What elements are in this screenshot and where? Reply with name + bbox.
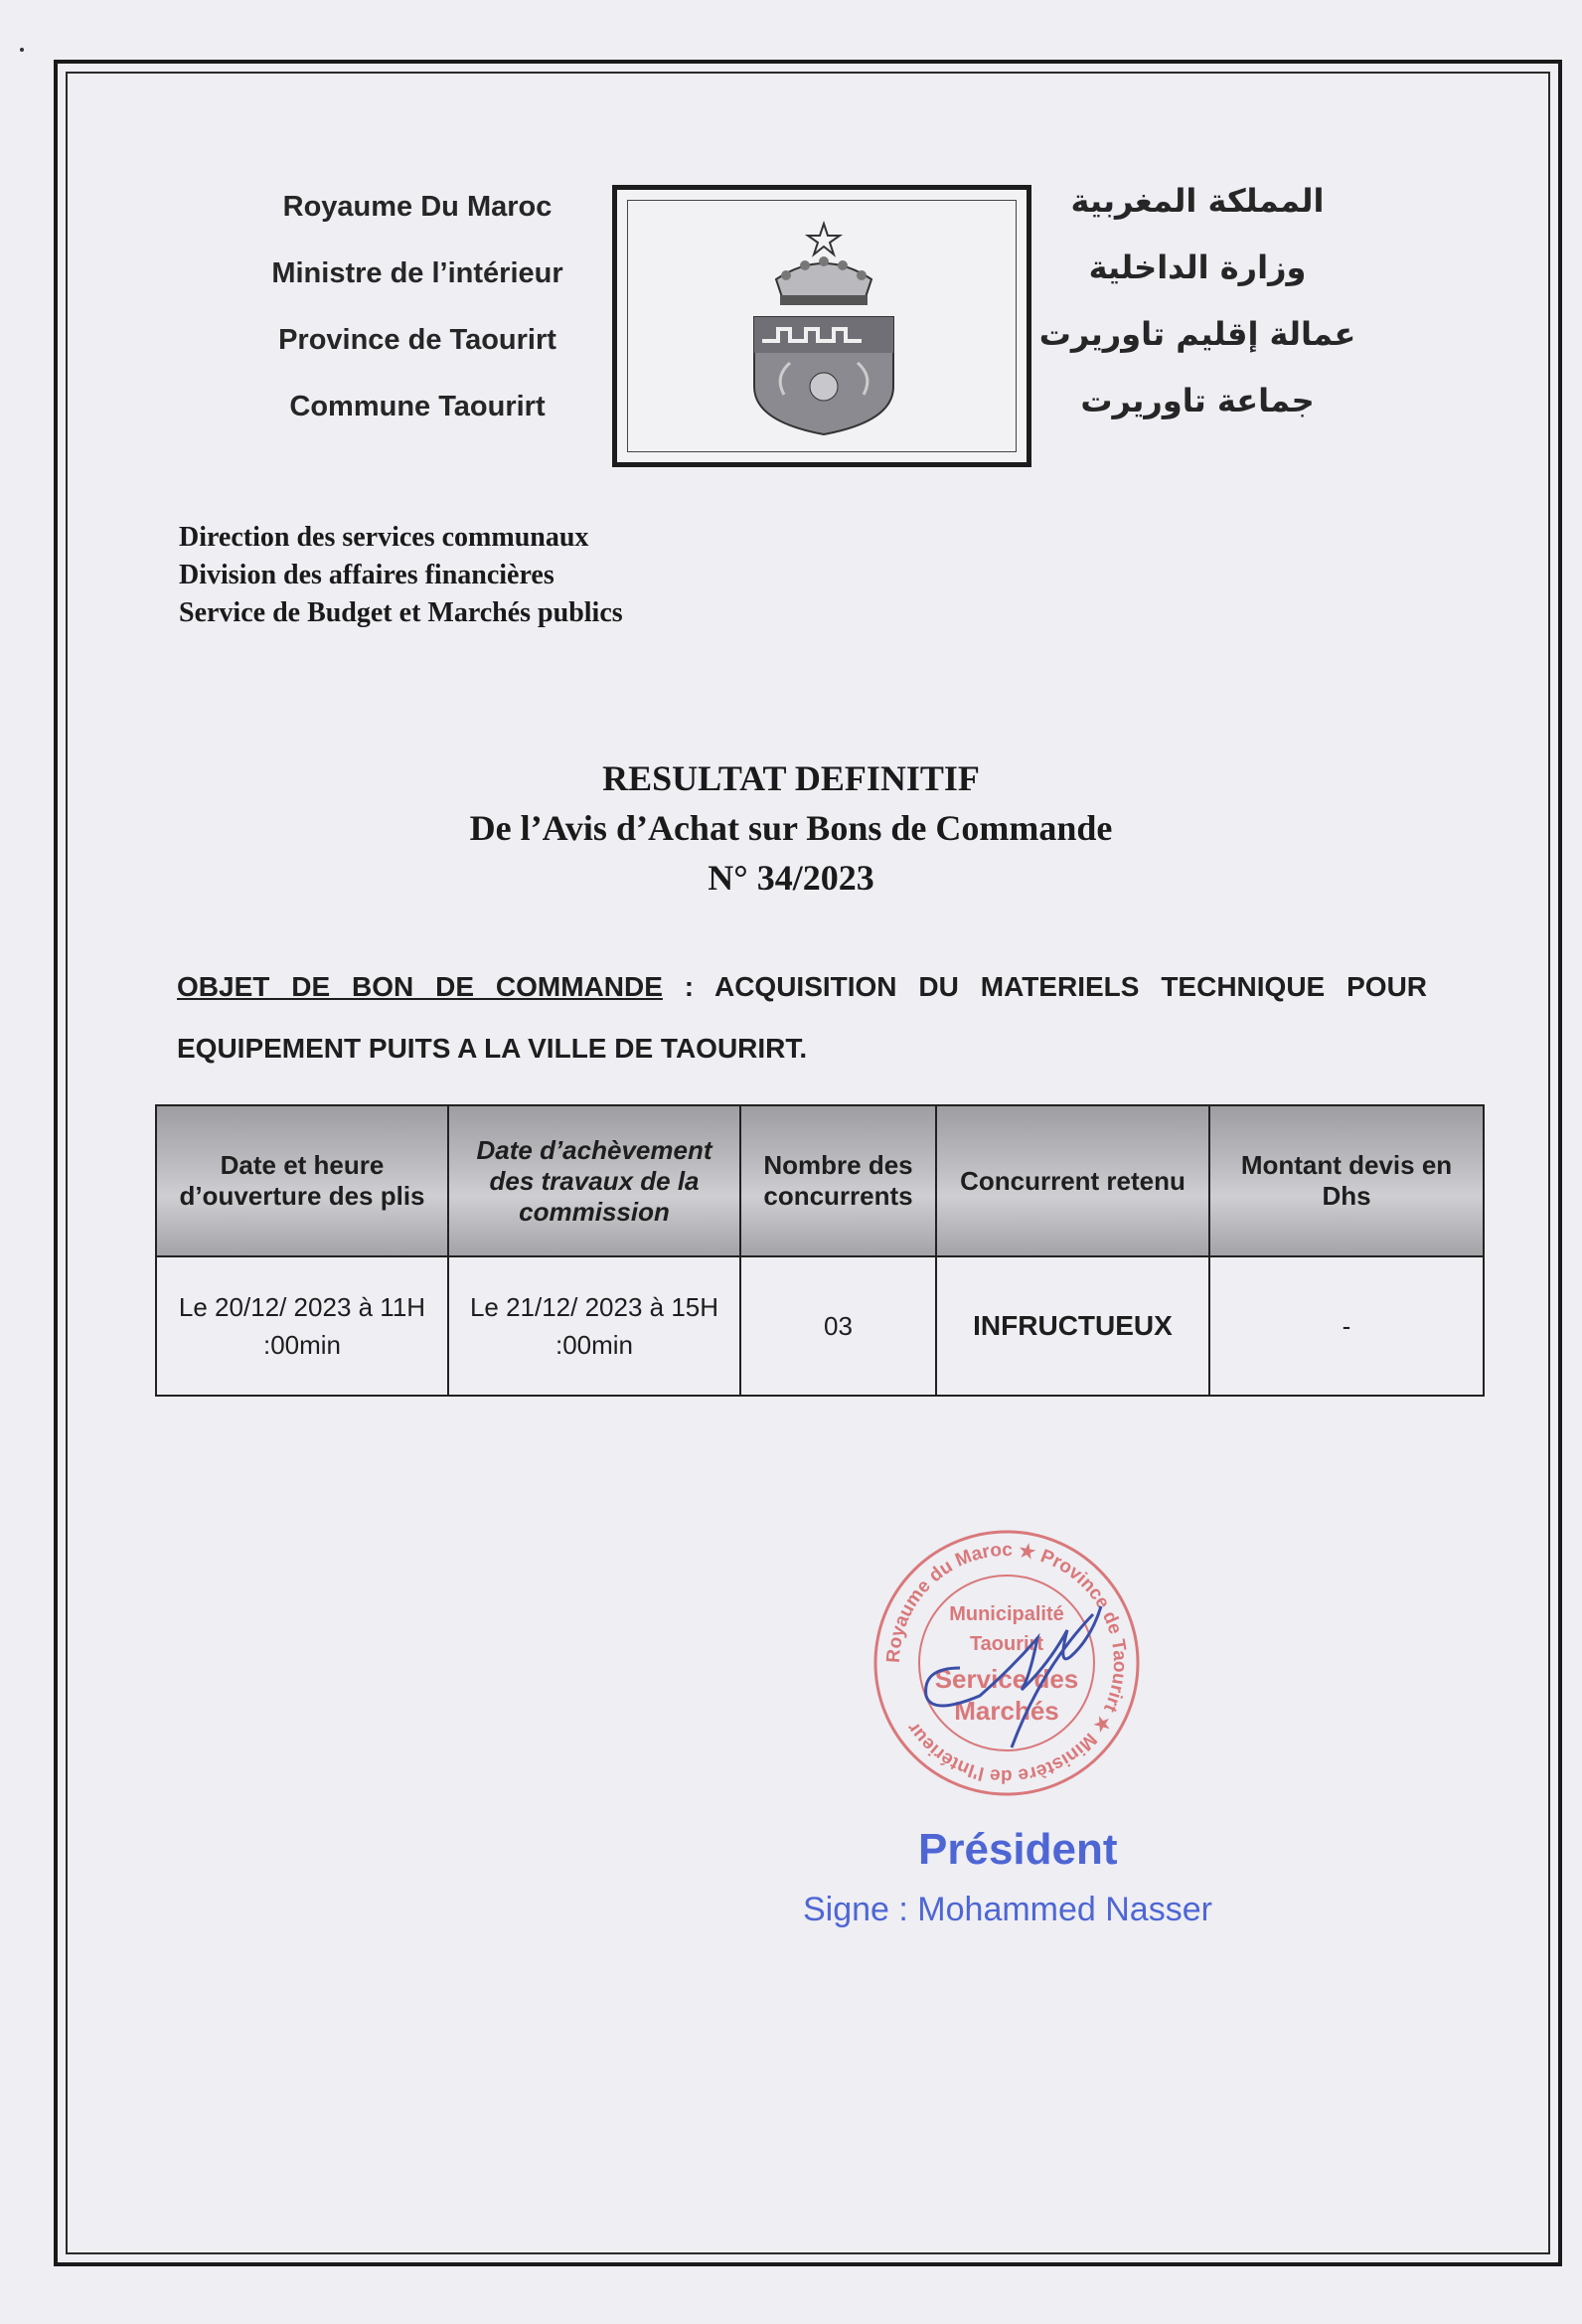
header-commune-ar: جماعة تاوريرت — [1080, 382, 1315, 419]
table-row — [156, 1256, 1484, 1396]
title-notice: De l’Avis d’Achat sur Bons de Commande — [469, 808, 1113, 848]
official-stamp — [863, 1519, 1151, 1807]
svg-text:Royaume du Maroc ★ Province de — [883, 1540, 1130, 1786]
coat-of-arms-icon — [734, 218, 913, 436]
object-label: OBJET DE BON DE COMMANDE — [177, 971, 663, 1002]
stamp-line-4: Marchés — [954, 1696, 1059, 1726]
signatory-role: Président — [918, 1825, 1118, 1874]
service-division: Division des affaires financières — [179, 560, 554, 590]
col-selected-bidder: Concurrent retenu — [936, 1105, 1209, 1256]
header-province-ar: عمالة إقليم تاوريرت — [1038, 315, 1356, 353]
order-object — [177, 956, 1427, 1079]
header-french — [248, 187, 586, 453]
header-ministry: Ministre de l’intérieur — [271, 257, 563, 289]
header-province: Province de Taourirt — [278, 324, 556, 356]
header-kingdom-ar: المملكة المغربية — [1070, 182, 1325, 220]
title-number: N° 34/2023 — [708, 858, 874, 898]
cell-selected-bidder: INFRUCTUEUX — [936, 1256, 1209, 1396]
col-opening-date: Date et heure d’ouverture des plis — [156, 1105, 448, 1256]
object-separator: : — [662, 971, 714, 1002]
cell-opening-date: Le 20/12/ 2023 à 11H :00min — [156, 1256, 448, 1396]
col-completion-date: Date d’achèvement des travaux de la commission — [448, 1105, 740, 1256]
signatory-name: Signe : Mohammed Nasser — [803, 1891, 1212, 1928]
document-title — [0, 753, 1582, 903]
header-kingdom: Royaume Du Maroc — [282, 191, 553, 223]
service-direction: Direction des services communaux — [179, 522, 589, 553]
col-amount: Montant devis en Dhs — [1209, 1105, 1484, 1256]
title-result: RESULTAT DEFINITIF — [602, 758, 980, 798]
services-block — [179, 519, 623, 632]
results-table — [155, 1104, 1485, 1397]
stamp-line-3: Service des — [934, 1664, 1079, 1694]
stamp-ring-text: Royaume du Maroc ★ Province de Taourirt ★ Ministère de l'Intérieur — [882, 1539, 1131, 1787]
stamp-line-2: Taourirt — [969, 1633, 1044, 1655]
cell-amount: - — [1209, 1256, 1484, 1396]
cell-completion-date: Le 21/12/ 2023 à 15H :00min — [448, 1256, 740, 1396]
scan-speck — [20, 48, 24, 52]
stamp-line-1: Municipalité — [949, 1603, 1064, 1625]
col-bidders-count: Nombre des concurrents — [740, 1105, 936, 1256]
object-text: ACQUISITION DU MATERIELS TECHNIQUE POUR EQUIPEMENT PUITS A LA VILLE DE TAOURIRT. — [177, 971, 1428, 1064]
header-ministry-ar: وزارة الداخلية — [1088, 249, 1307, 286]
service-budget: Service de Budget et Marchés publics — [179, 597, 623, 628]
coat-of-arms-box — [612, 185, 1031, 467]
header-arabic — [1033, 179, 1361, 445]
cell-bidders-count: 03 — [740, 1256, 936, 1396]
header-commune: Commune Taourirt — [289, 391, 546, 422]
table-header-row — [156, 1105, 1484, 1256]
